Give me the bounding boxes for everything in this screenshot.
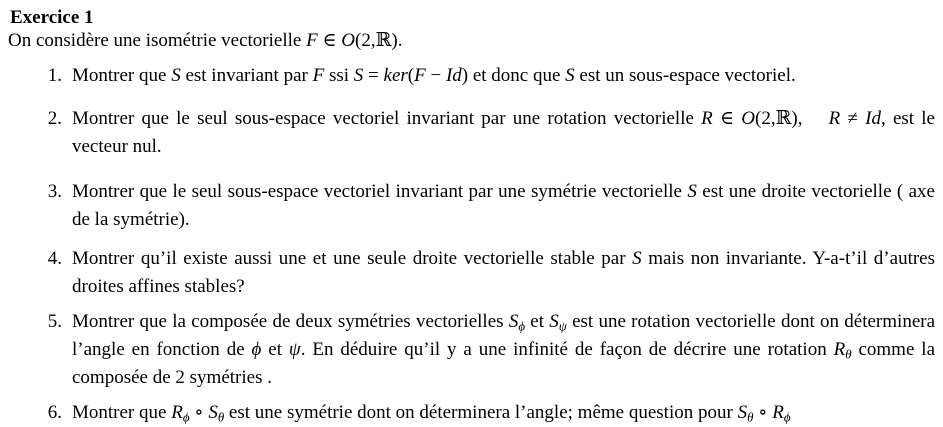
math-expression: F (312, 65, 325, 86)
math-expression: Id (445, 65, 462, 86)
exercise-item (8, 245, 935, 301)
math-expression: $R_\theta$ (833, 339, 852, 362)
item-text: Montrer que S est invariant par F ssi S = ker(F − Id) et donc que S est un sous-espace vectoriel. (72, 65, 796, 86)
math-subscript: ϕ (518, 318, 525, 334)
exercise-title: Exercice 1 (10, 7, 94, 28)
math-expression: $S_\theta$ (737, 402, 754, 425)
math-expression: S (353, 65, 364, 86)
item-text: Montrer que $R_\phi$ ∘ $S_\theta$ est une symétrie dont on déterminera l’angle; même question pour $S_\theta$ ∘ $R_\phi$ (72, 402, 791, 425)
math-expression: R (828, 108, 841, 129)
exercise-item (8, 105, 935, 161)
intro-paragraph: On considère une isométrie vectorielle F ∈ O(2,ℝ). (8, 30, 403, 51)
math-expression: ker (383, 65, 408, 86)
item-number: 6. (47, 402, 62, 423)
math-expression: $S_\psi$ (549, 311, 567, 334)
item-number: 3. (47, 181, 62, 202)
item-text: Montrer que le seul sous-espace vectoriel invariant par une symétrie vectorielle S est une droite vectorielle ( axe de la symétrie). (72, 181, 935, 230)
math-expression: O (341, 30, 356, 51)
exercise-item (8, 178, 935, 234)
math-expression: $S_\theta$ (208, 402, 225, 425)
item-number: 4. (47, 248, 62, 269)
math-expression: $S_\phi$ (508, 311, 525, 334)
exercise-item (8, 399, 935, 427)
item-number: 2. (47, 108, 62, 129)
item-text: Montrer que la composée de deux symétries vectorielles $S_\phi$ et $S_\psi$ est une rotation vectorielle dont on déterminera l’angle en fonction de ϕ et ψ. En déduire qu’il y a une infinité de façon de décrire une rotation $R_\theta$ comme la composée de 2 symétries . (72, 311, 936, 388)
math-subscript: ϕ (783, 409, 791, 425)
math-expression: F (414, 65, 426, 86)
item-text: Montrer que le seul sous-espace vectoriel invariant par une rotation vectorielle R ∈ O(2,ℝ), R ≠ Id, est le vecteur nul. (72, 108, 935, 157)
math-subscript: ψ (558, 318, 567, 334)
math-expression: S (632, 248, 642, 269)
math-expression: S (565, 65, 575, 86)
math-expression: $R_\phi$ (772, 402, 791, 425)
math-expression: O (741, 108, 755, 129)
exercise-item (8, 308, 935, 392)
item-text: Montrer qu’il existe aussi une et une seule droite vectorielle stable par S mais non invariante. Y-a-t’il d’autres droites affines stables? (72, 248, 936, 297)
math-expression: S (171, 65, 181, 86)
math-expression: Id (865, 108, 881, 129)
item-number: 5. (47, 311, 62, 332)
math-subscript: θ (217, 409, 225, 425)
math-subscript: θ (747, 409, 754, 425)
math-expression: ψ (288, 339, 301, 360)
math-expression: ϕ (251, 339, 262, 360)
exercise-list (8, 62, 935, 427)
math-expression: $R_\phi$ (171, 402, 190, 425)
math-expression: S (687, 181, 697, 202)
exercise-item (8, 62, 935, 90)
item-number: 1. (47, 65, 62, 86)
math-expression: R (701, 108, 713, 129)
math-subscript: ϕ (182, 409, 190, 425)
math-expression: F (306, 30, 318, 51)
math-subscript: θ (845, 346, 852, 362)
